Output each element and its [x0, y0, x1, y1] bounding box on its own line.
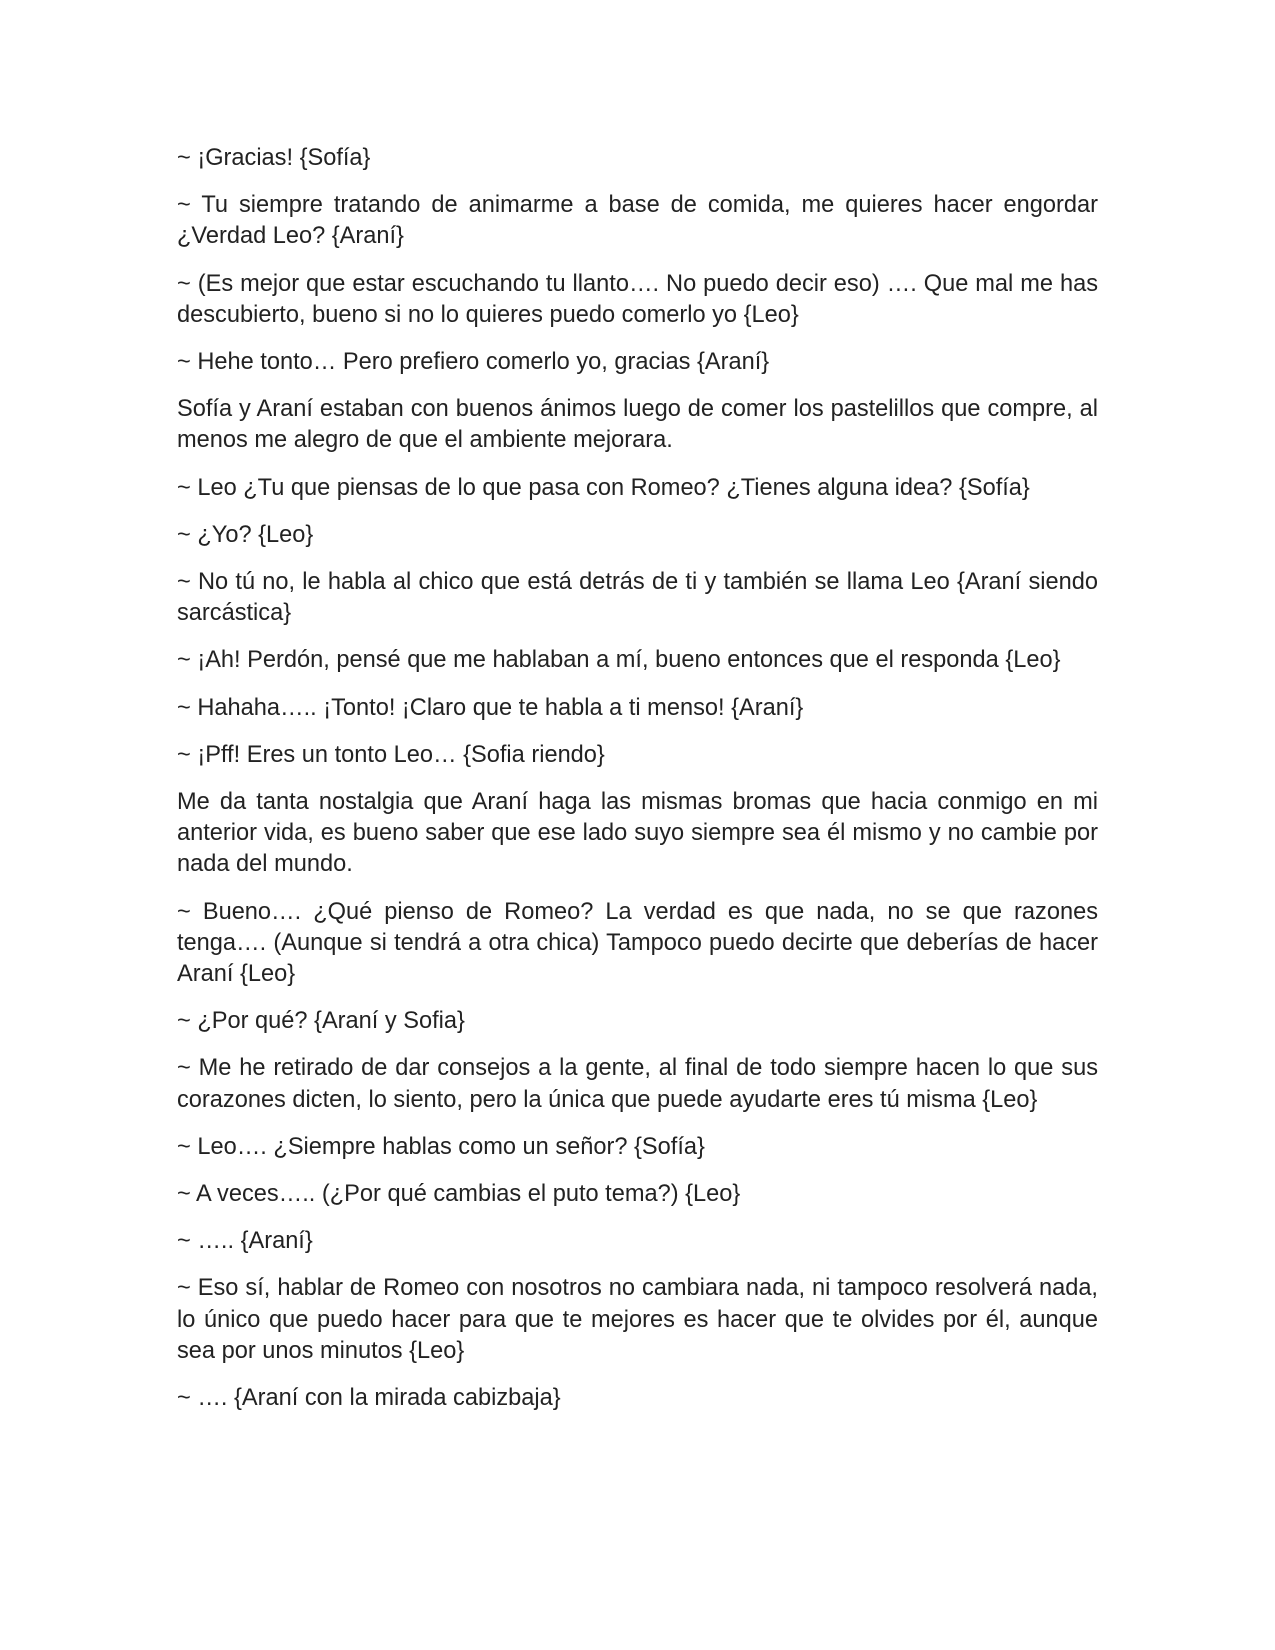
- dialogue-line-arani-hahaha: ~ Hahaha….. ¡Tonto! ¡Claro que te habla a ti menso! {Araní}: [177, 694, 804, 721]
- dialogue-line-leo-romeo-opinion: ~ Bueno…. ¿Qué pienso de Romeo? La verdad es que nada, no se que razones tenga…. (Aunque si tendrá a otra chica) Tampoco puedo decirte que deberías de hacer Araní {Leo}: [177, 898, 1098, 988]
- narration-paragraph-mood: Sofía y Araní estaban con buenos ánimos luego de comer los pastelillos que compre, al menos me alegro de que el ambiente mejorara.: [177, 396, 1098, 454]
- dialogue-line-arani-hehe: ~ Hehe tonto… Pero prefiero comerlo yo, gracias {Araní}: [177, 349, 770, 376]
- dialogue-line-sofia-romeo: ~ Leo ¿Tu que piensas de lo que pasa con Romeo? ¿Tienes alguna idea? {Sofía}: [177, 474, 1030, 501]
- dialogue-line-arani-food: ~ Tu siempre tratando de animarme a base de comida, me quieres hacer engordar ¿Verdad Leo? {Araní}: [177, 192, 1098, 250]
- narration-paragraph-nostalgia: Me da tanta nostalgia que Araní haga las mismas bromas que hacia conmigo en mi anterior vida, es bueno saber que ese lado suyo siempre sea él mismo y no cambie por nada del mundo.: [177, 789, 1098, 878]
- dialogue-line-leo-forget: ~ Eso sí, hablar de Romeo con nosotros no cambiara nada, ni tampoco resolverá nada, lo único que puedo hacer para que te mejores es hacer que te olvides por él, aunque sea por unos minutos {Leo}: [177, 1275, 1098, 1364]
- dialogue-line-arani-downcast: ~ …. {Araní con la mirada cabizbaja}: [177, 1385, 561, 1412]
- dialogue-line-sofia-mister: ~ Leo…. ¿Siempre hablas como un señor? {Sofía}: [177, 1133, 705, 1160]
- document-body: [177, 143, 1098, 1430]
- dialogue-line-arani-sarcastic: ~ No tú no, le habla al chico que está detrás de ti y también se llama Leo {Araní siendo sarcástica}: [177, 569, 1098, 627]
- dialogue-line-leo-sometimes: ~ A veces….. (¿Por qué cambias el puto tema?) {Leo}: [177, 1181, 741, 1208]
- dialogue-line-sofia-laughing: ~ ¡Pff! Eres un tonto Leo… {Sofia riendo}: [177, 741, 605, 768]
- dialogue-line-arani-sofia-why: ~ ¿Por qué? {Araní y Sofia}: [177, 1008, 465, 1035]
- dialogue-line-leo-sorry: ~ ¡Ah! Perdón, pensé que me hablaban a mí, bueno entonces que el responda {Leo}: [177, 647, 1061, 674]
- dialogue-line-leo-advice: ~ Me he retirado de dar consejos a la gente, al final de todo siempre hacen lo que sus corazones dicten, lo siento, pero la única que puede ayudarte eres tú misma {Leo}: [177, 1055, 1098, 1113]
- dialogue-line-leo-crying: ~ (Es mejor que estar escuchando tu llanto…. No puedo decir eso) …. Que mal me has descubierto, bueno si no lo quieres puedo comerlo yo {Leo}: [177, 270, 1098, 328]
- dialogue-line-arani-silence: ~ ….. {Araní}: [177, 1228, 313, 1255]
- dialogue-line-sofia-thanks: ~ ¡Gracias! {Sofía}: [177, 145, 371, 171]
- dialogue-line-leo-me: ~ ¿Yo? {Leo}: [177, 521, 314, 548]
